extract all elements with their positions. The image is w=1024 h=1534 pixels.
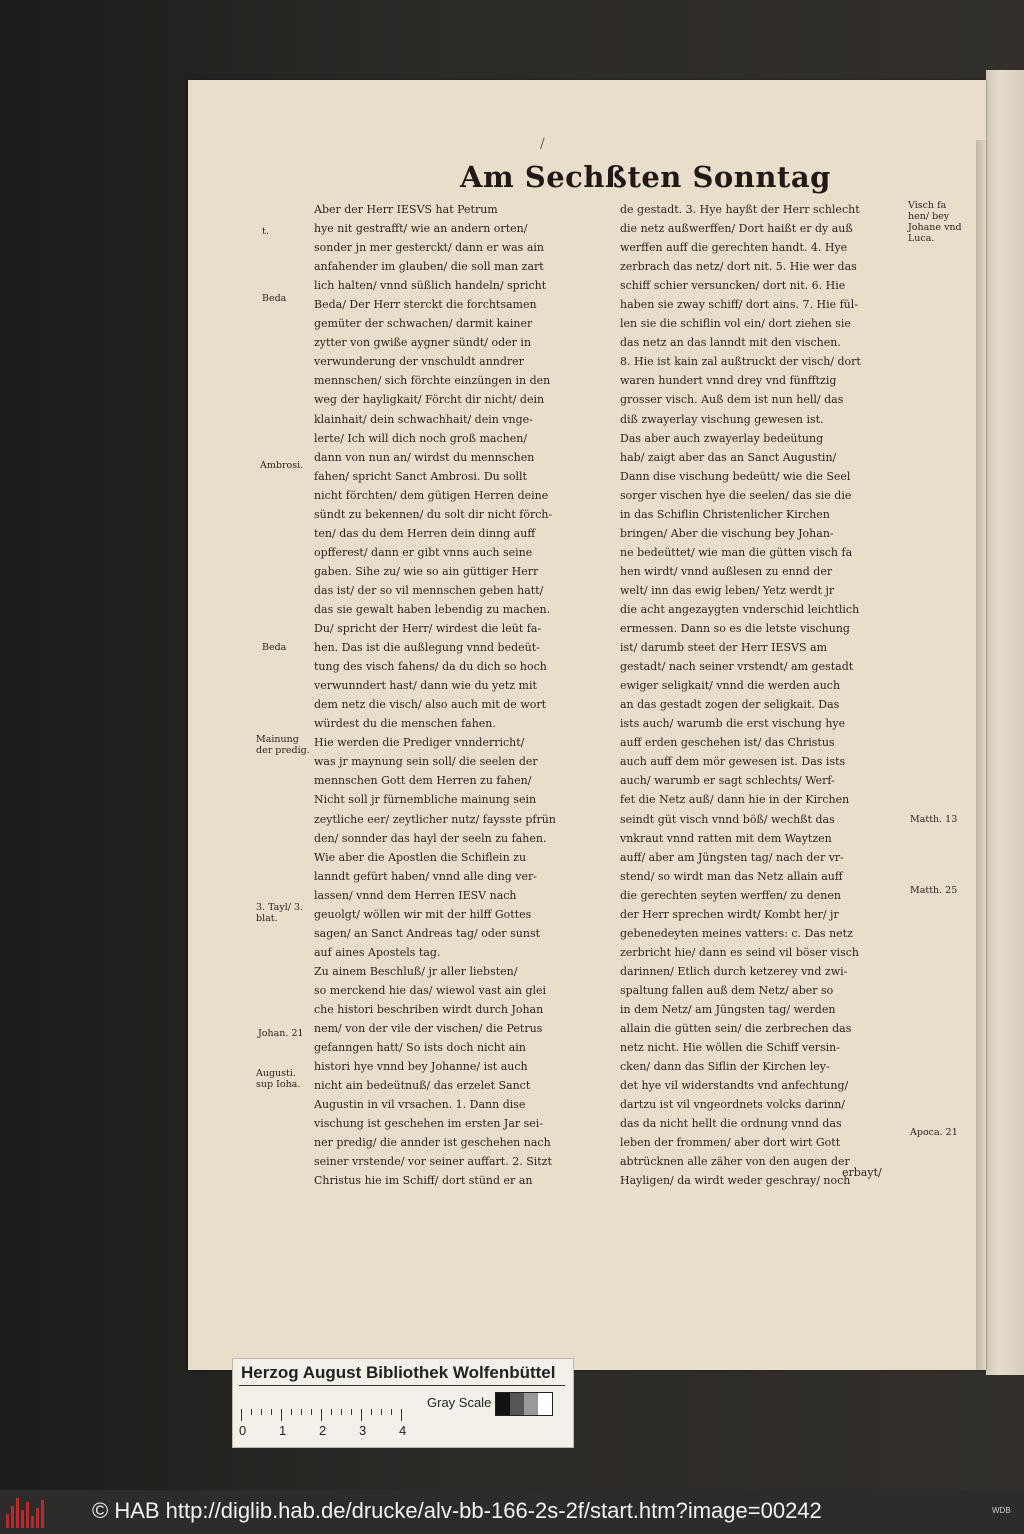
text-line: zeytliche eer/ zeytlicher nutz/ faysste pfrün: [314, 812, 556, 826]
ruler-tick: [341, 1409, 342, 1415]
text-line: klainhait/ dein schwachhait/ dein vnge-: [314, 412, 533, 426]
copyright-link[interactable]: © HAB http://diglib.hab.de/drucke/alv-bb-166-2s-2f/start.htm?image=00242: [92, 1498, 822, 1523]
text-line: fahen/ spricht Sanct Ambrosi. Du sollt: [314, 469, 527, 483]
text-line: tung des visch fahens/ da du dich so hoch: [314, 660, 547, 674]
logo-bar: [41, 1500, 44, 1528]
text-line: ists auch/ warumb die erst vischung hye: [620, 717, 846, 731]
ruler-tick: [381, 1409, 382, 1415]
text-line: gebenedeyten meines vatters: c. Das netz: [620, 926, 853, 940]
text-line: die gerechten seyten werffen/ zu denen: [620, 888, 841, 902]
text-line: auff/ aber am Jüngsten tag/ nach der vr-: [620, 850, 844, 864]
next-leaf-edge: [986, 70, 1024, 1375]
page-gutter-shadow: [976, 140, 988, 1370]
logo-bar: [36, 1508, 39, 1528]
text-line: det hye vil widerstandts vnd anfechtung/: [620, 1079, 849, 1093]
gray-swatch: [496, 1393, 510, 1415]
text-line: auf aines Apostels tag.: [314, 945, 441, 959]
text-line: sündt zu bekennen/ du solt dir nicht förch-: [314, 507, 553, 521]
text-line: sonder jn mer gesterckt/ dann er was ain: [314, 241, 544, 255]
text-line: opfferest/ dann er gibt vnns auch seine: [314, 545, 533, 559]
ruler-tick: [401, 1409, 402, 1421]
text-line: Dann dise vischung bedeütt/ wie die Seel: [620, 469, 851, 483]
text-line: in das Schiflin Christenlicher Kirchen: [620, 507, 830, 521]
text-line: Du/ spricht der Herr/ wirdest die leüt fa-: [314, 622, 542, 636]
logo-bar: [31, 1516, 34, 1528]
text-line: verwunndert hast/ dann wie du yetz mit: [314, 679, 537, 693]
text-line: der Herr sprechen wirdt/ Kombt her/ jr: [620, 907, 839, 921]
text-line: waren hundert vnnd drey vnd fünfftzig: [620, 374, 837, 388]
text-line: fet die Netz auß/ dann hie in der Kirchen: [620, 793, 850, 807]
logo-bar: [26, 1502, 29, 1528]
margin-note: Mainung der predig.: [256, 734, 310, 756]
text-line: hen. Das ist die außlegung vnnd bedeüt-: [314, 641, 540, 655]
text-line: werffen auff die gerechten handt. 4. Hye: [620, 241, 848, 255]
text-line: diß zwayerlay vischung gewesen ist.: [620, 412, 824, 426]
ruler-tick: [271, 1409, 272, 1415]
margin-note: 3. Tayl/ 3. blat.: [256, 902, 304, 924]
text-line: das netz an das lanndt mit den vischen.: [620, 336, 841, 350]
text-line: Das aber auch zwayerlay bedeütung: [620, 431, 824, 445]
text-line: nicht ain bedeütnuß/ das erzelet Sanct: [314, 1079, 531, 1093]
text-line: Beda/ Der Herr sterckt die forchtsamen: [314, 298, 537, 312]
logo-bar: [21, 1510, 24, 1528]
text-line: seiner vrstende/ vor seiner auffart. 2. Sitzt: [314, 1155, 552, 1169]
text-line: lanndt gefürt haben/ vnnd alle ding ver-: [314, 869, 537, 883]
text-line: würdest du die menschen fahen.: [314, 717, 496, 731]
text-line: hab/ zaigt aber das an Sanct Augustin/: [620, 450, 837, 464]
text-line: weg der hayligkait/ Förcht dir nicht/ dein: [314, 393, 545, 407]
text-line: ewiger seligkait/ vnnd die werden auch: [620, 679, 841, 693]
ruler-tick: [301, 1409, 302, 1415]
text-line: schiff schier versuncken/ dort nit. 6. Hie: [620, 279, 846, 293]
text-line: ist/ darumb steet der Herr IESVS am: [620, 641, 827, 655]
catchword: erbayt/: [842, 1166, 882, 1179]
text-line: histori hye vnnd bey Johanne/ ist auch: [314, 1060, 528, 1074]
text-line: seindt güt visch vnnd böß/ wechßt das: [620, 812, 835, 826]
text-line: sagen/ an Sanct Andreas tag/ oder sunst: [314, 926, 541, 940]
text-line: len sie die schiflin vol ein/ dort ziehen sie: [620, 317, 851, 331]
text-line: vnkraut vnnd ratten mit dem Waytzen: [620, 831, 832, 845]
margin-note: Beda: [262, 293, 287, 304]
ruler-ticks: [241, 1409, 411, 1421]
ruler-tick: [391, 1409, 392, 1415]
margin-note: Matth. 25: [910, 885, 958, 896]
text-line: 8. Hie ist kain zal außtruckt der visch/ dort: [620, 355, 861, 369]
text-line: das da nicht hellt die ordnung vnnd das: [620, 1117, 842, 1131]
text-line: grosser visch. Auß dem ist nun hell/ das: [620, 393, 844, 407]
text-line: so merckend hie das/ wiewol vast ain glei: [314, 983, 547, 997]
logo-bar: [6, 1514, 9, 1528]
text-line: zytter von gwiße aygner sündt/ oder in: [314, 336, 532, 350]
hab-logo-icon: [6, 1496, 46, 1528]
text-line: de gestadt. 3. Hye hayßt der Herr schlecht: [620, 203, 860, 216]
ruler-tick: [311, 1409, 312, 1415]
text-line: ner predig/ die annder ist geschehen nach: [314, 1136, 551, 1150]
footer-bar: [0, 1490, 1024, 1534]
logo-bar: [16, 1498, 19, 1528]
ruler-tick: [321, 1409, 322, 1421]
text-line: ermessen. Dann so es die letste vischung: [620, 622, 850, 636]
ruler-institution: Herzog August Bibliothek Wolfenbüttel: [241, 1363, 556, 1382]
text-line: nem/ von der vile der vischen/ die Petrus: [314, 1022, 543, 1036]
text-line: gaben. Sihe zu/ wie so ain güttiger Herr: [314, 564, 539, 578]
right-text-column: [620, 200, 908, 1190]
text-line: geuolgt/ wöllen wir mit der hilff Gottes: [314, 907, 532, 921]
text-line: vischung ist geschehen im ersten Jar sei-: [314, 1117, 544, 1131]
text-line: auff erden geschehen ist/ das Christus: [620, 736, 835, 750]
text-line: cken/ dann das Siflin der Kirchen ley-: [620, 1060, 830, 1074]
text-line: die acht angezaygten vnderschid leichtlich: [620, 602, 860, 616]
text-line: verwunderung der vnschuldt anndrer: [314, 355, 524, 369]
ruler-number: 1: [279, 1423, 287, 1438]
margin-note: Augusti. sup Ioha.: [256, 1068, 301, 1090]
ruler-tick: [251, 1409, 252, 1415]
text-line: che histori beschriben wirdt durch Johan: [314, 1002, 544, 1016]
ruler-tick: [281, 1409, 282, 1421]
text-line: netz nicht. Hie wöllen die Schiff versin-: [620, 1041, 840, 1055]
margin-note: Apoca. 21: [910, 1127, 958, 1138]
text-line: welt/ inn das ewig leben/ Yetz werdt jr: [620, 583, 835, 597]
ruler-number: 0: [239, 1423, 247, 1438]
text-line: Augustin in vil vrsachen. 1. Dann dise: [314, 1098, 526, 1112]
text-line: lerte/ Ich will dich noch groß machen/: [314, 431, 528, 445]
ruler-tick: [351, 1409, 352, 1415]
text-line: lich halten/ vnnd süßlich handeln/ spricht: [314, 279, 547, 293]
ruler-tick: [371, 1409, 372, 1415]
margin-note: Ambrosi.: [260, 460, 304, 471]
text-line: den/ sonnder das hayl der seeln zu fahen.: [314, 831, 547, 845]
logo-bar: [11, 1506, 14, 1528]
gray-scale-label: Gray Scale: [427, 1395, 492, 1410]
text-line: hen wirdt/ vnnd außlesen zu ennd der: [620, 564, 833, 578]
ruler-tick: [241, 1409, 242, 1421]
margin-note: Visch fa hen/ bey Johane vnd Luca.: [908, 200, 962, 244]
text-line: mennschen Gott dem Herren zu fahen/: [314, 774, 532, 788]
text-line: an das gestadt zogen der seligkait. Das: [620, 698, 840, 712]
ruler-tick: [331, 1409, 332, 1415]
margin-note: Matth. 13: [910, 814, 958, 825]
text-line: auch/ warumb er sagt schlechts/ Werf-: [620, 774, 835, 788]
footer-small-text: WDB: [992, 1506, 1011, 1515]
text-line: gemüter der schwachen/ darmit kainer: [314, 317, 533, 331]
text-line: mennschen/ sich förchte einzüngen in den: [314, 374, 551, 388]
text-line: zerbricht hie/ dann es seind vil böser visch: [620, 945, 860, 959]
gray-swatch: [538, 1393, 552, 1415]
text-line: bringen/ Aber die vischung bey Johan-: [620, 526, 834, 540]
text-line: dem netz die visch/ also auch mit de wort: [314, 698, 547, 712]
guard-mark: /: [540, 136, 545, 152]
ruler-number: 3: [359, 1423, 367, 1438]
running-head: Am Sechßten Sonntag: [460, 160, 831, 194]
text-line: sorger vischen hye die seelen/ das sie die: [620, 488, 852, 502]
text-line: haben sie zway schiff/ dort ains. 7. Hie fül-: [620, 298, 858, 312]
text-line: zerbrach das netz/ dort nit. 5. Hie wer das: [620, 260, 857, 274]
text-line: gestadt/ nach seiner vrstendt/ am gestadt: [620, 660, 854, 674]
text-line: in dem Netz/ am Jüngsten tag/ werden: [620, 1002, 836, 1016]
ruler-tick: [261, 1409, 262, 1415]
text-line: anfahender im glauben/ die soll man zart: [314, 260, 544, 274]
scale-ruler: [232, 1358, 574, 1448]
text-line: Hayligen/ da wirdt weder geschray/ noch: [620, 1174, 851, 1188]
margin-note: t.: [262, 226, 269, 237]
margin-note: Johan. 21: [258, 1028, 304, 1039]
text-line: ne bedeüttet/ wie man die gütten visch fa: [620, 545, 853, 559]
text-line: gefanngen hatt/ So ists doch nicht ain: [314, 1041, 526, 1055]
text-line: die netz außwerffen/ Dort haißt er dy auß: [620, 222, 853, 236]
text-line: Nicht soll jr fürnembliche mainung sein: [314, 793, 537, 807]
text-line: spaltung fallen auß dem Netz/ aber so: [620, 983, 834, 997]
margin-note: Beda: [262, 642, 287, 653]
ruler-divider: [239, 1385, 565, 1386]
text-line: was jr maynung sein soll/ die seelen der: [314, 755, 538, 769]
text-line: auch auff dem mör gewesen ist. Das ists: [620, 755, 846, 769]
text-line: das ist/ der so vil mennschen geben hatt/: [314, 583, 544, 597]
text-line: darinnen/ Etlich durch ketzerey vnd zwi-: [620, 964, 848, 978]
left-text-column: [314, 200, 602, 1190]
text-line: Hie werden die Prediger vnnderricht/: [314, 736, 525, 750]
text-line: abtrücknen alle zäher von den augen der: [620, 1155, 850, 1169]
ruler-tick: [291, 1409, 292, 1415]
text-line: Aber der Herr IESVS hat Petrum: [314, 203, 498, 216]
text-line: Wie aber die Apostlen die Schiflein zu: [314, 850, 527, 864]
gray-swatch: [524, 1393, 538, 1415]
ruler-tick: [361, 1409, 362, 1421]
gray-swatch: [510, 1393, 524, 1415]
text-line: allain die gütten sein/ die zerbrechen das: [620, 1022, 852, 1036]
text-line: lassen/ vnnd dem Herren IESV nach: [314, 888, 517, 902]
text-line: leben der frommen/ aber dort wirt Gott: [620, 1136, 841, 1150]
ruler-number: 2: [319, 1423, 327, 1438]
ruler-number: 4: [399, 1423, 407, 1438]
gray-scale-swatches: [495, 1392, 553, 1416]
text-line: stend/ so wirdt man das Netz allain auff: [620, 869, 843, 883]
text-line: Christus hie im Schiff/ dort stünd er an: [314, 1174, 533, 1188]
text-line: dann von nun an/ wirdst du mennschen: [314, 450, 535, 464]
text-line: dartzu ist vil vngeordnets volcks darinn/: [620, 1098, 845, 1112]
text-line: hye nit gestrafft/ wie an andern orten/: [314, 222, 528, 236]
text-line: Zu ainem Beschluß/ jr aller liebsten/: [314, 964, 518, 978]
text-line: nicht förchten/ dem gütigen Herren deine: [314, 488, 549, 502]
text-line: das sie gewalt haben lebendig zu machen.: [314, 602, 551, 616]
text-line: ten/ das du dem Herren dein dinng auff: [314, 526, 536, 540]
